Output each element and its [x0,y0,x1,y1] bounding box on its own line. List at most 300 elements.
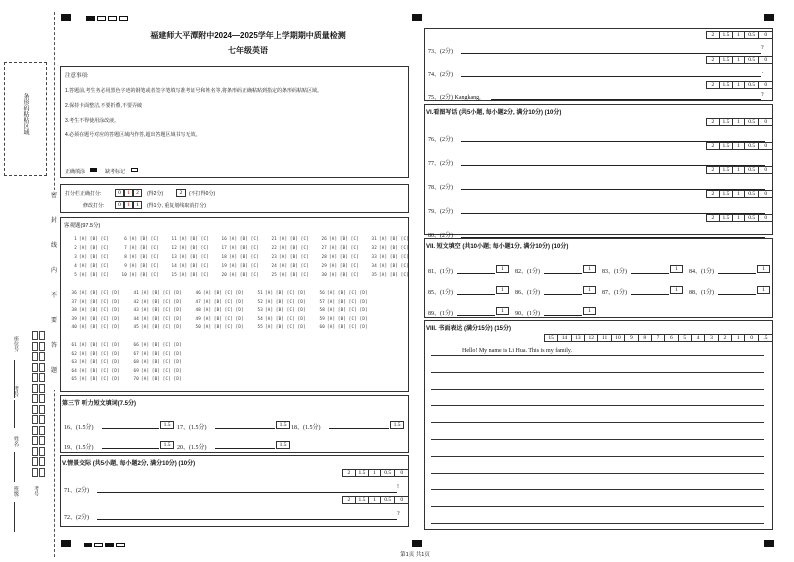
bubble-options[interactable]: [A] [B] [C] [79,272,109,277]
essay-writing-line[interactable] [431,422,764,423]
score-scale-cell[interactable]: 12 [585,335,598,341]
seat-cell[interactable] [32,447,38,456]
score-cells [706,118,773,126]
q90-answer-line[interactable] [544,315,582,316]
bubble-options[interactable]: [A] [B] [C] [D] [203,307,244,312]
bubble-row[interactable] [255,307,306,312]
q88-answer-line[interactable] [718,294,756,295]
bubble-row[interactable] [69,254,109,259]
bubble-options[interactable]: [A] [B] [C] [D] [79,324,120,329]
bubble-row[interactable] [193,316,244,321]
bubble-options[interactable]: [A] [B] [C] [229,245,259,250]
bubble-options[interactable]: [A] [B] [C] [329,245,359,250]
score-cell[interactable]: 1 [369,470,381,476]
bubble-row[interactable] [193,324,244,329]
seat-cell[interactable] [39,447,45,456]
bubble-options[interactable]: [A] [B] [C] [129,245,159,250]
bubble-options[interactable]: [A] [B] [C] [D] [141,290,182,295]
bubble-options[interactable]: [A] [B] [C] [D] [327,290,368,295]
bubble-row[interactable] [269,254,309,259]
bubble-options[interactable]: [A] [B] [C] [D] [79,307,120,312]
score-cell[interactable]: 1.5 [720,143,734,149]
score-scale-cell[interactable]: 5 [679,335,692,341]
question-number: 25 [271,272,277,277]
bubble-options[interactable]: [A] [B] [C] [D] [141,307,182,312]
bubble-options[interactable]: [A] [B] [C] [129,272,159,277]
q75-answer-line[interactable] [491,99,761,100]
bubble-options[interactable]: [A] [B] [C] [D] [265,298,306,304]
bubble-row[interactable] [69,236,109,241]
bubble-row[interactable] [193,299,244,304]
bubble-options[interactable]: [A] [B] [C] [D] [79,376,120,381]
bubble-options[interactable]: [A] [B] [C] [279,236,309,241]
bubble-row[interactable] [131,324,182,329]
bubble-options[interactable]: [A] [B] [C] [D] [265,307,306,312]
bubble-row[interactable] [319,263,359,268]
score-cell[interactable]: 0.5 [745,57,760,63]
bubble-row[interactable] [69,359,120,364]
bubble-row[interactable] [69,299,120,304]
bubble-options[interactable]: [A] [B] [C] [229,254,259,259]
score-cell[interactable]: 1.5 [720,82,734,88]
q87-answer-line[interactable] [631,294,669,295]
bubble-row[interactable] [219,263,259,268]
score-cell[interactable]: 1 [733,57,745,63]
seat-cell[interactable] [32,373,38,382]
bubble-row[interactable] [69,290,120,295]
q72-answer-line[interactable] [97,519,397,520]
bubble-row[interactable] [369,272,409,277]
q75-label: 75、(2分) Kangkang, [428,95,481,101]
bubble-options[interactable]: [A] [B] [C] [379,245,409,250]
q19-answer-line[interactable] [102,448,159,449]
corner-marker-tl [61,14,71,21]
bubble-row[interactable] [169,245,209,250]
notice-item: 2.保持卡面整洁,不要折叠,不要弄破 [65,103,142,109]
question-number: 28 [321,254,327,259]
bubble-row[interactable] [369,245,409,250]
q73-end: ? [761,45,764,51]
score-cell[interactable]: 1.5 [356,497,370,503]
question-number: 64 [71,367,77,373]
bubble-row[interactable] [369,236,409,241]
score-scale-cell[interactable]: 4 [692,335,705,341]
bubble-options[interactable]: [A] [B] [C] [D] [203,298,244,304]
bubble-options[interactable]: [A] [B] [C] [D] [327,298,368,304]
bubble-row[interactable] [255,316,306,321]
bubble-row[interactable] [131,307,182,312]
seat-cell[interactable] [39,405,45,414]
score-scale-cell[interactable]: 2 [719,335,732,341]
seat-cell[interactable] [39,331,45,340]
bubble-options[interactable]: [A] [B] [C] [379,236,409,241]
score-scale-cell[interactable]: 11 [598,335,611,341]
bubble-options[interactable]: [A] [B] [C] [229,236,259,241]
score-scale-cell[interactable]: 10 [612,335,625,341]
bubble-options[interactable]: [A] [B] [C] [79,236,109,241]
bubble-row[interactable] [131,290,182,295]
absent-checkbox[interactable] [131,168,138,172]
score-cell[interactable]: 1 [733,167,745,173]
bubble-options[interactable]: [A] [B] [C] [329,236,359,241]
absent-label[interactable]: 缺考标记 [105,169,126,175]
score-cell[interactable]: 1.5 [720,215,734,221]
score-cell[interactable]: 2 [707,167,720,173]
q86-score: 1 [583,286,596,294]
bubble-row[interactable] [369,263,409,268]
seat-cell[interactable] [39,415,45,424]
q73-answer-line[interactable] [461,53,761,54]
bubble-options[interactable]: [A] [B] [C] [229,272,259,277]
bubble-options[interactable]: [A] [B] [C] [D] [79,359,120,364]
bubble-options[interactable]: [A] [B] [C] [279,272,309,277]
bubble-options[interactable]: [A] [B] [C] [129,254,159,259]
bubble-row[interactable] [219,245,259,250]
bubble-row[interactable] [69,245,109,250]
bubble-options[interactable]: [A] [B] [C] [329,263,359,268]
score-cell[interactable]: 1.5 [720,32,734,38]
q71-score-cells [342,469,409,477]
q84-answer-line[interactable] [718,273,756,274]
bubble-row[interactable] [69,307,120,312]
bubble-options[interactable]: [A] [B] [C] [D] [141,298,182,304]
score-cell[interactable]: 0 [400,497,404,503]
bubble-row[interactable] [219,272,259,277]
seat-cell[interactable] [39,436,45,445]
q82-score: 1 [583,265,596,273]
score-cell[interactable]: 1 [733,215,745,221]
score-scale-cell[interactable]: 15 [545,335,558,341]
bubble-options[interactable]: [A] [B] [C] [D] [141,342,182,347]
score-cell[interactable]: 0.5 [745,215,760,221]
seat-cell[interactable] [32,363,38,372]
bubble-row[interactable] [319,245,359,250]
bubble-row[interactable] [169,236,209,241]
q74-label: 74、(2分) [428,72,453,78]
score-cell[interactable]: 2 [343,470,356,476]
q88-label: 88、(1分) [689,290,714,296]
bubble-row[interactable] [119,254,159,259]
seat-cell[interactable] [32,394,38,403]
score-cell[interactable]: 0 [764,57,768,63]
bubble-options[interactable]: [A] [B] [C] [D] [79,367,120,373]
bubble-options[interactable]: [A] [B] [C] [D] [265,324,306,329]
score-cell[interactable]: 0.5 [745,119,760,125]
seat-cell[interactable] [32,415,38,424]
bubble-options[interactable]: [A] [B] [C] [D] [327,315,368,321]
question-number: 39 [71,315,77,321]
bubble-options[interactable]: [A] [B] [C] [379,272,409,277]
bubble-options[interactable]: [A] [B] [C] [D] [203,315,244,321]
score-cell[interactable]: 2 [707,119,720,125]
bubble-options[interactable]: [A] [B] [C] [379,263,409,268]
bubble-options[interactable]: [A] [B] [C] [D] [141,350,182,356]
bubble-options[interactable]: [A] [B] [C] [79,254,109,259]
score-cell[interactable]: 0.5 [745,143,760,149]
score-cell[interactable]: 0 [764,215,768,221]
score-cell[interactable]: 0 [400,470,404,476]
essay-writing-line[interactable] [431,439,764,440]
q71-answer-line[interactable] [97,492,397,493]
question-number: 14 [171,263,177,268]
exam-no-field [14,400,15,428]
bubble-options[interactable]: [A] [B] [C] [D] [141,324,182,329]
score-cell[interactable]: 0 [764,82,768,88]
q18-answer-line[interactable] [329,428,389,429]
bubble-options[interactable]: [A] [B] [C] [279,263,309,268]
q85-answer-line[interactable] [457,294,495,295]
seat-cell[interactable] [39,468,45,477]
essay-writing-line[interactable] [431,405,764,406]
bubble-options[interactable]: [A] [B] [C] [229,263,259,268]
bubble-row[interactable] [269,263,309,268]
bubble-options[interactable]: [A] [B] [C] [D] [141,376,182,381]
bubble-row[interactable] [317,307,368,312]
essay-writing-line[interactable] [431,372,764,373]
q81-score: 1 [496,265,509,273]
bubble-row[interactable] [69,272,109,277]
score-cell[interactable]: 1 [733,191,745,197]
score-scale-cell[interactable]: 7 [652,335,665,341]
bubble-options[interactable]: [A] [B] [C] [129,263,159,268]
bubble-row[interactable] [317,316,368,321]
seat-cell[interactable] [39,342,45,351]
section7-title: VII. 短文填空 (共10小题; 每小题1分, 满分10分) (10分) [426,244,569,250]
score-scale-cell[interactable]: 3 [705,335,718,341]
score-cell[interactable]: 2 [707,191,720,197]
bubble-options[interactable]: [A] [B] [C] [329,254,359,259]
score-cell[interactable]: 1 [733,32,745,38]
bubble-row[interactable] [131,359,182,364]
q83-answer-line[interactable] [631,273,669,274]
score-scale-cell[interactable]: 1 [732,335,745,341]
score-scale-cell[interactable]: 0 [745,335,758,341]
score-scale-cell[interactable]: .5 [763,335,768,341]
bubble-row[interactable] [369,254,409,259]
bubble-options[interactable]: [A] [B] [C] [179,236,209,241]
score-cell[interactable]: 0.5 [745,167,760,173]
corner-marker-br [764,540,774,547]
bubble-options[interactable]: [A] [B] [C] [179,263,209,268]
q71-end: ! [397,484,399,490]
seat-cell[interactable] [39,373,45,382]
bubble-row[interactable] [255,299,306,304]
bubble-row[interactable] [219,254,259,259]
seat-cell[interactable] [32,468,38,477]
score-cell[interactable]: 2 [707,57,720,63]
class-field [14,502,15,532]
bubble-options[interactable]: [A] [B] [C] [D] [79,342,120,347]
bubble-row[interactable] [69,324,120,329]
grading-row2-note: (得1分, 重复划线取消打分) [147,203,206,209]
essay-writing-line[interactable] [431,456,764,457]
bubble-row[interactable] [69,351,120,356]
essay-writing-line[interactable] [431,355,764,356]
score-cell[interactable]: 0.5 [745,32,760,38]
score-cell[interactable]: 2 [707,82,720,88]
seat-cell[interactable] [32,384,38,393]
score-cell[interactable]: 0.5 [745,82,760,88]
q74-answer-line[interactable] [461,76,761,77]
score-scale-cell[interactable]: 6 [665,335,678,341]
bubble-row[interactable] [169,272,209,277]
bubble-row[interactable] [119,272,159,277]
bubble-options[interactable]: [A] [B] [C] [D] [141,315,182,321]
bubble-options[interactable]: [A] [B] [C] [79,245,109,250]
score-cell[interactable]: 0 [764,32,768,38]
bubble-options[interactable]: [A] [B] [C] [D] [327,324,368,329]
bubble-row[interactable] [269,245,309,250]
q89-answer-line[interactable] [457,315,495,316]
seat-cell[interactable] [39,352,45,361]
essay-writing-line[interactable] [431,523,764,524]
bubble-options[interactable]: [A] [B] [C] [D] [327,307,368,312]
bubble-options[interactable]: [A] [B] [C] [279,254,309,259]
question-number: 55 [257,324,263,329]
q20-answer-line[interactable] [215,448,275,449]
score-cell[interactable]: 1 [733,143,745,149]
bubble-row[interactable] [131,376,182,381]
seat-cell[interactable] [32,342,38,351]
bubble-options[interactable]: [A] [B] [C] [129,236,159,241]
bubble-row[interactable] [169,254,209,259]
bubble-options[interactable]: [A] [B] [C] [D] [79,350,120,356]
seat-cell[interactable] [39,426,45,435]
bubble-options[interactable]: [A] [B] [C] [179,272,209,277]
seat-cell[interactable] [32,436,38,445]
bubble-row[interactable] [255,290,306,295]
seat-cell[interactable] [32,426,38,435]
bubble-options[interactable]: [A] [B] [C] [D] [265,315,306,321]
timing-mark [86,16,95,21]
bubble-row[interactable] [317,324,368,329]
score-cell[interactable]: 1 [733,82,745,88]
seat-cell[interactable] [39,363,45,372]
question-number: 57 [319,298,325,304]
essay-writing-line[interactable] [431,389,764,390]
bubble-options[interactable]: [A] [B] [C] [D] [79,315,120,321]
seat-cell[interactable] [32,352,38,361]
bubble-options[interactable]: [A] [B] [C] [D] [141,367,182,373]
score-scale-cell[interactable]: 14 [558,335,571,341]
bubble-row[interactable] [131,368,182,373]
seat-cell[interactable] [32,331,38,340]
score-cell[interactable]: 2 [707,32,720,38]
binding-char: 答 [51,343,58,349]
bubble-row[interactable] [69,368,120,373]
seat-cell[interactable] [32,405,38,414]
score-cell[interactable]: 0 [764,167,768,173]
question-number: 23 [271,254,277,259]
bubble-row[interactable] [131,316,182,321]
bubble-row[interactable] [131,351,182,356]
score-cell[interactable]: 1.5 [720,57,734,63]
bubble-row[interactable] [219,236,259,241]
bubble-options[interactable]: [A] [B] [C] [D] [203,290,244,295]
bubble-row[interactable] [119,236,159,241]
seat-cell[interactable] [32,457,38,466]
score-cell[interactable]: 0 [764,191,768,197]
bubble-row[interactable] [269,236,309,241]
question-number: 68 [133,359,139,364]
bubble-row[interactable] [319,272,359,277]
bubble-options[interactable]: [A] [B] [C] [D] [141,359,182,364]
q82-answer-line[interactable] [544,273,582,274]
bubble-options[interactable]: [A] [B] [C] [179,254,209,259]
bubble-row[interactable] [131,299,182,304]
q17-answer-line[interactable] [215,428,275,429]
bubble-row[interactable] [69,316,120,321]
bubble-row[interactable] [193,307,244,312]
bubble-row[interactable] [319,254,359,259]
seat-cell[interactable] [39,457,45,466]
bubble-row[interactable] [119,263,159,268]
score-cell[interactable]: 0.5 [381,470,396,476]
score-cell[interactable]: 1 [369,497,381,503]
question-number: 17 [221,245,227,250]
bubble-row[interactable] [317,299,368,304]
bubble-row[interactable] [319,236,359,241]
bubble-options[interactable]: [A] [B] [C] [D] [79,290,120,295]
bubble-row[interactable] [255,324,306,329]
score-scale-cell[interactable]: 9 [625,335,638,341]
seat-cell[interactable] [39,394,45,403]
score-cell[interactable]: 0.5 [381,497,396,503]
bubble-row[interactable] [131,342,182,347]
bubble-options[interactable]: [A] [B] [C] [279,245,309,250]
bubble-row[interactable] [69,376,120,381]
essay-writing-line[interactable] [431,473,764,474]
q79-label: 79、(2分) [428,209,453,215]
bubble-row[interactable] [119,245,159,250]
fill-correct-label: 正确填涂 [65,169,86,175]
bubble-row[interactable] [193,290,244,295]
score-cell[interactable]: 1.5 [356,470,370,476]
bubble-row[interactable] [69,342,120,347]
essay-writing-line[interactable] [431,489,764,490]
score-cell[interactable]: 0 [764,119,768,125]
bubble-options[interactable]: [A] [B] [C] [179,245,209,250]
score-scale-cell[interactable]: 8 [639,335,652,341]
seat-cell[interactable] [39,384,45,393]
bubble-row[interactable] [69,263,109,268]
bubble-row[interactable] [269,272,309,277]
score-cell[interactable]: 2 [343,497,356,503]
q16-answer-line[interactable] [102,428,159,429]
score-cell[interactable]: 0.5 [745,191,760,197]
bubble-options[interactable]: [A] [B] [C] [D] [203,324,244,329]
score-cell[interactable]: 0 [764,143,768,149]
bubble-options[interactable]: [A] [B] [C] [D] [265,290,306,295]
bubble-row[interactable] [169,263,209,268]
score-scale-cell[interactable]: 13 [572,335,585,341]
bubble-options[interactable]: [A] [B] [C] [329,272,359,277]
essay-writing-line[interactable] [431,506,764,507]
q81-answer-line[interactable] [457,273,495,274]
question-number: 40 [71,324,77,329]
bubble-options[interactable]: [A] [B] [C] [379,254,409,259]
bubble-options[interactable]: [A] [B] [C] [79,263,109,268]
score-cell[interactable]: 1.5 [720,119,734,125]
score-cell[interactable]: 1 [733,119,745,125]
bubble-row[interactable] [317,290,368,295]
bubble-options[interactable]: [A] [B] [C] [D] [79,298,120,304]
score-cell[interactable]: 2 [707,215,720,221]
score-cell[interactable]: 1.5 [720,191,734,197]
q86-answer-line[interactable] [544,294,582,295]
score-cell[interactable]: 2 [707,143,720,149]
score-cell[interactable]: 1.5 [720,167,734,173]
